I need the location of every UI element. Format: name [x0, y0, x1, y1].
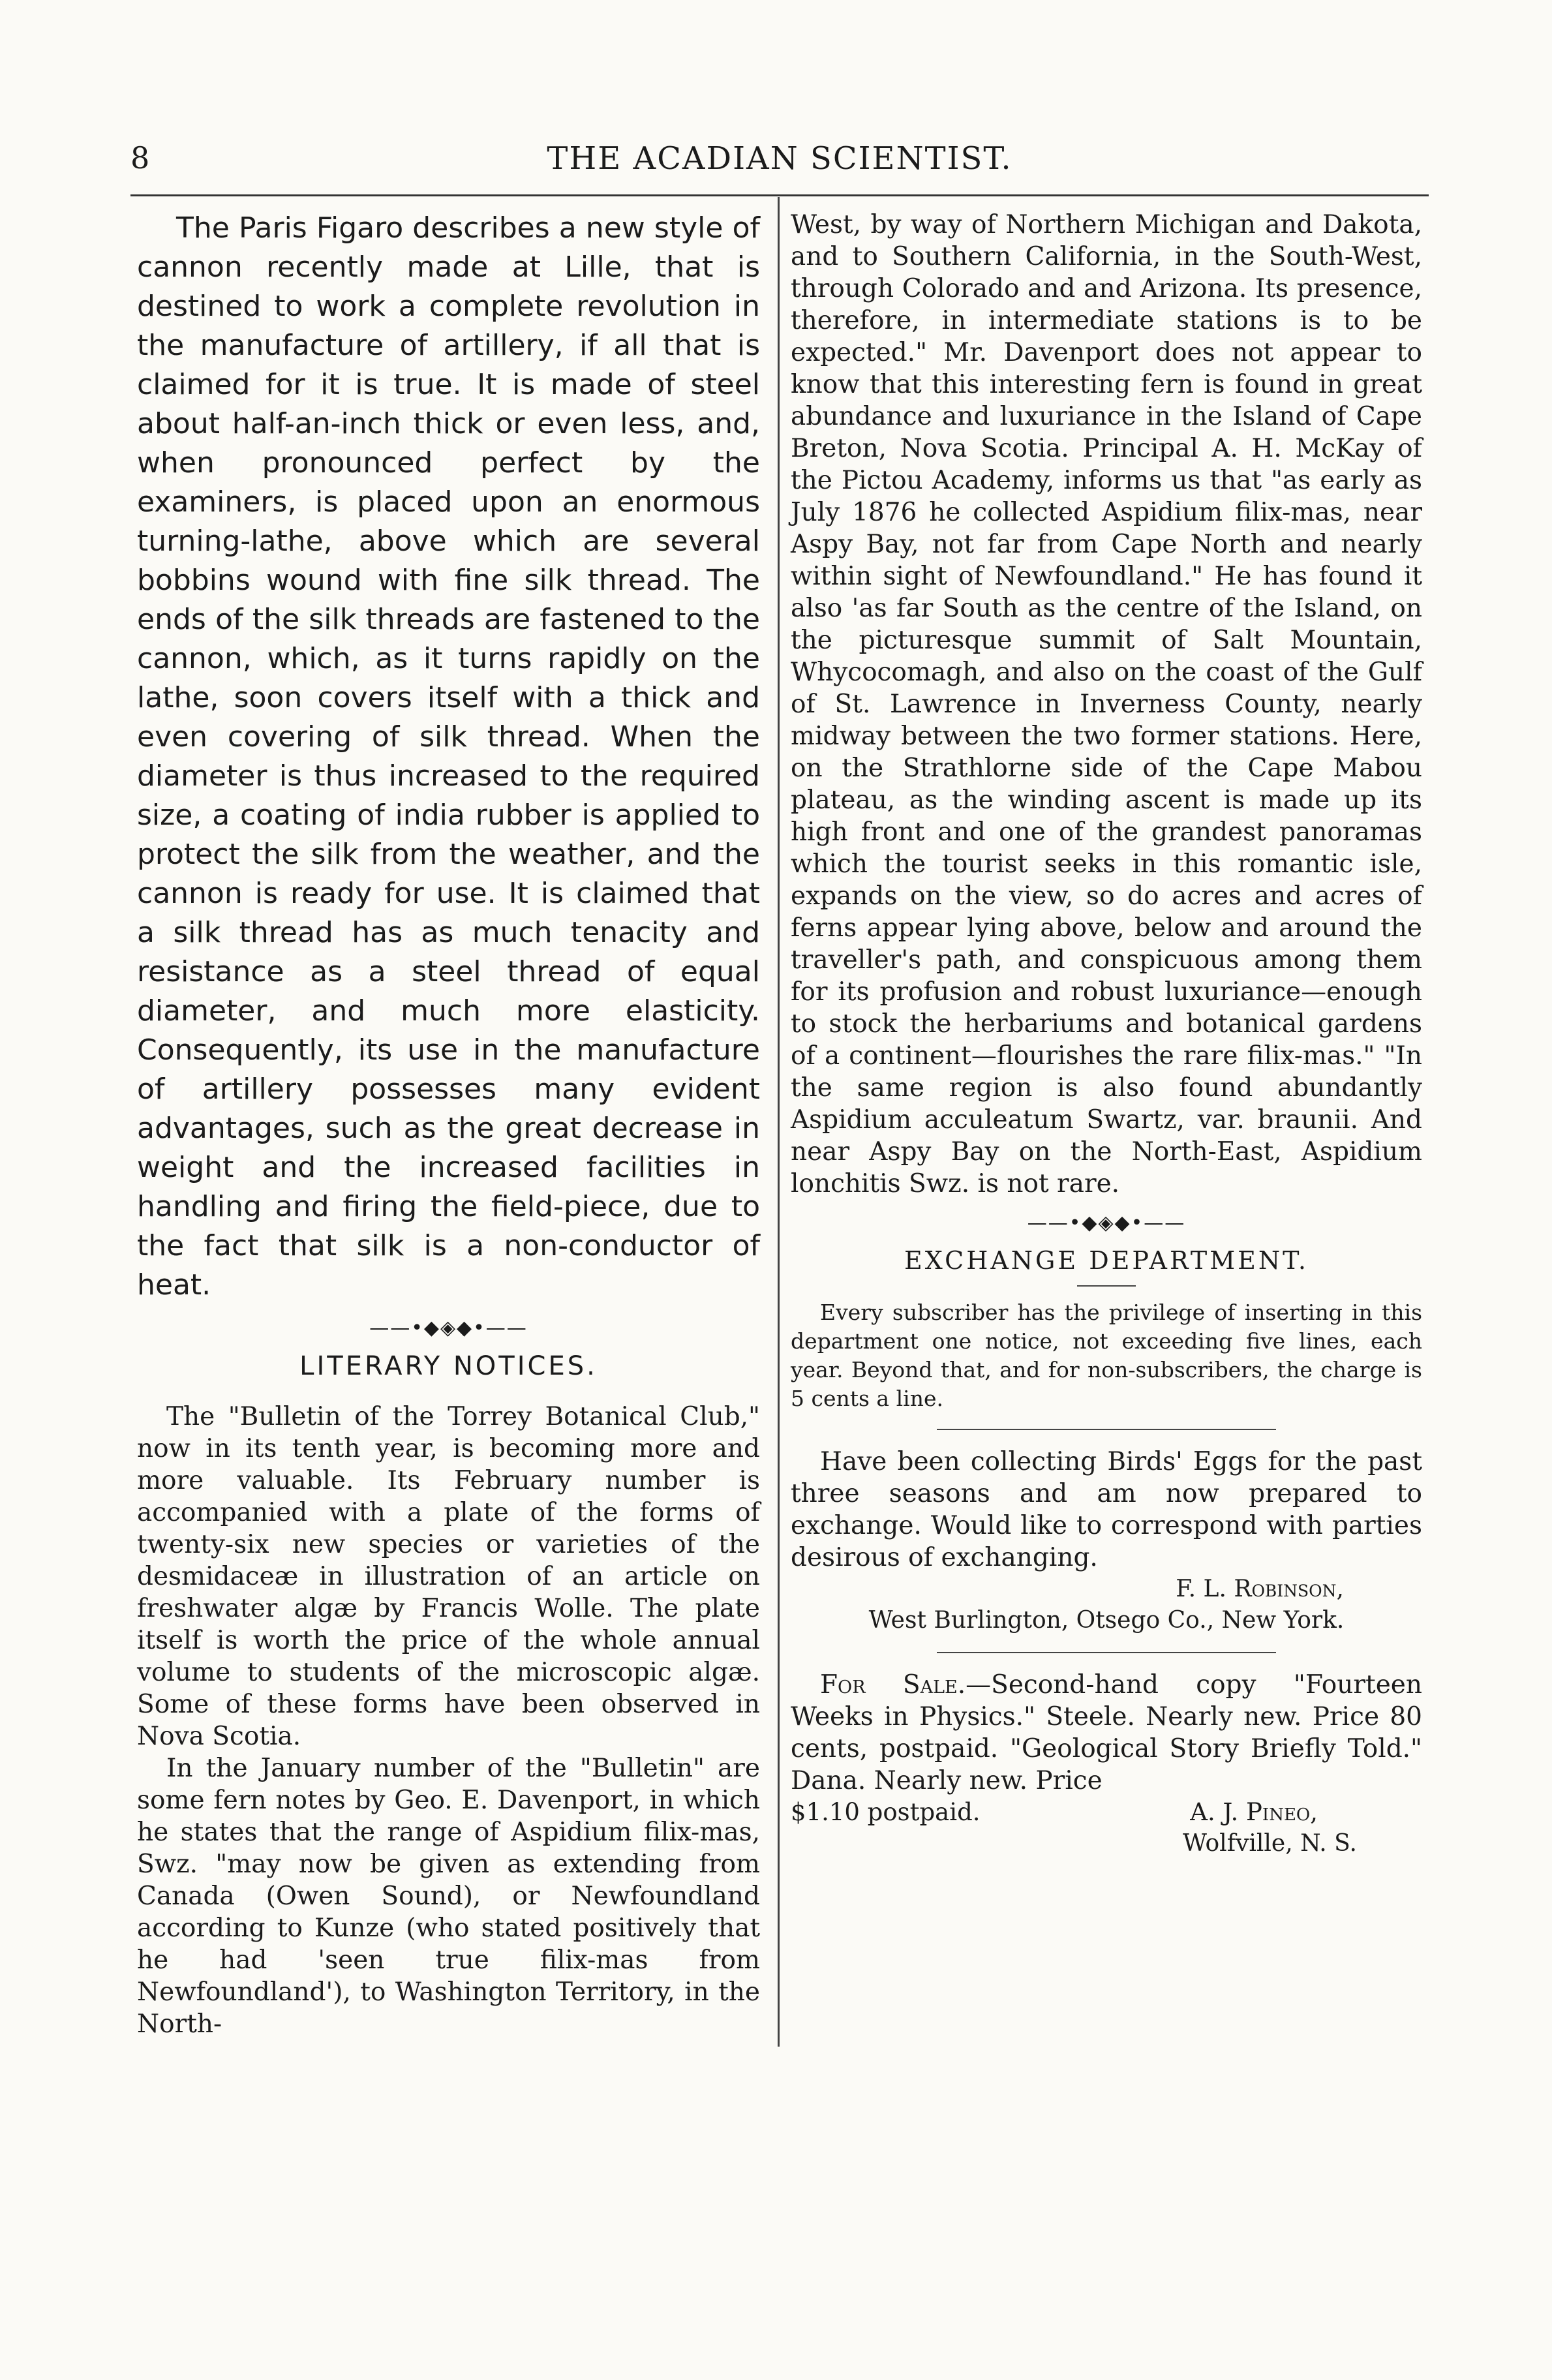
exchange-notice: Every subscriber has the privilege of inserting in this department one notice, not exceeding five lines, each year. Beyond that, and for non-subscribers, the charge is 5 cents a line.: [791, 1300, 1422, 1411]
literary-notices-heading: LITERARY NOTICES.: [299, 1351, 598, 1381]
fern-notes-continued: West, by way of Northern Michigan and Dakota, and to Southern California, in the South-West, through Colorado and and Arizona. Its presence, therefore, in intermediate stations is to be expected." Mr. Davenport does not appear to know that this interesting fern is found in great abundance and luxuriance in the Island of Cape Breton, Nova Scotia. Principal A. H. McKay of the Pictou Academy, informs us that "as early as July 1876 he collected Aspidium filix-mas, near Aspy Bay, not far from Cape North and nearly within sight of Newfoundland." He has found it also 'as far South as the centre of the Island, on the picturesque summit of Salt Mountain, Whycocomagh, and also on the coast of the Gulf of St. Lawrence in Inverness County, nearly midway between the two former stations. Here, on the Strathlorne side of the Cape Mabou plateau, as the winding ascent is made up its high front and one of the grandest panoramas which the tourist seeks in this romantic isle, expands on the view, so do acres and acres of ferns appear lying above, below and around the traveller's path, and conspicuous among them for its profusion and robust luxuriance—enough to stock the herbariums and botanical gardens of a continent—flourishes the rare filix-mas." "In the same region is also found abundantly Aspidium acculeatum Swartz, var. braunii. And near Aspy Bay on the North-East, Aspidium lonchitis Swz. is not rare.: [791, 210, 1422, 1198]
column-divider: [778, 197, 780, 2047]
page-header: [130, 134, 1429, 192]
signature-place: West Burlington, Otsego Co., New York.: [868, 1607, 1345, 1634]
for-sale-price: $1.10 postpaid.: [791, 1798, 981, 1826]
for-sale-label: For Sale.: [820, 1670, 966, 1700]
divider: [937, 1652, 1276, 1653]
cannon-article: The Paris Figaro describes a new style of cannon recently made at Lille, that is destined to work a complete revolution in the manufacture of artillery, if all that is claimed for it is true. It is made of steel about half-an-inch thick or even less, and, when pronounced perfect by the examiners, is placed upon an enormous turning-lathe, above which are several bobbins wound with fine silk thread. The ends of the silk threads are fastened to the cannon, which, as it turns rapidly on the lathe, soon covers itself with a thick and even covering of silk thread. When the diameter is thus increased to the required size, a coating of india rubber is applied to protect the silk from the weather, and the cannon is ready for use. It is claimed that a silk thread has as much tenacity and resistance as a steel thread of equal diameter, and much more elasticity. Consequently, its use in the manufacture of artillery possesses many evident advantages, such as the great decrease in weight and the increased facilities in handling and firing the field-piece, due to the fact that silk is a non-conductor of heat.: [137, 211, 760, 1302]
signature-place: Wolfville, N. S.: [1182, 1830, 1357, 1857]
header-rule: [130, 194, 1429, 196]
section-ornament: ——•◆◈◆•——: [369, 1317, 528, 1339]
birds-eggs-notice: Have been collecting Birds' Eggs for the past three seasons and am now prepared to exchange. Would like to correspond with parties desirous of exchanging.: [791, 1447, 1422, 1572]
page-number: 8: [130, 140, 150, 175]
section-ornament: ——•◆◈◆•——: [1027, 1212, 1186, 1234]
signature-name: A. J. Pineo,: [1190, 1798, 1318, 1826]
exchange-department-heading: EXCHANGE DEPARTMENT.: [904, 1246, 1309, 1275]
literary-paragraph: In the January number of the "Bulletin" are some fern notes by Geo. E. Davenport, in which he states that the range of Aspidium filix-mas, Swz. "may now be given as extending from Canada (Owen Sound), or Newfoundland according to Kunze (who stated positively that he had 'seen true filix-mas from Newfoundland'), to Washington Territory, in the North-: [137, 1754, 760, 2039]
literary-paragraph: The "Bulletin of the Torrey Botanical Club," now in its tenth year, is becoming more and more valuable. Its February number is accompanied with a plate of the forms of twenty-six new species or varieties of the desmidaceæ in illustration of an article on freshwater algæ by Francis Wolle. The plate itself is worth the price of the whole annual volume to students of the microscopic algæ. Some of these forms have been observed in Nova Scotia.: [137, 1402, 760, 1751]
left-column: [137, 209, 760, 2040]
for-sale-signature-row: [791, 1797, 1422, 1828]
for-sale-notice: [791, 1669, 1422, 1797]
for-sale-text: —Second-hand copy "Fourteen Weeks in Physics." Steele. Nearly new. Price 80 cents, postpaid. "Geological Story Briefly Told." Dana. Nearly new. Price: [791, 1670, 1422, 1795]
journal-title: THE ACADIAN SCIENTIST.: [547, 140, 1012, 177]
divider: [937, 1429, 1276, 1430]
short-divider: [1077, 1285, 1136, 1287]
signature-name: F. L. Robinson,: [1176, 1576, 1344, 1602]
right-column: [791, 209, 1422, 1859]
